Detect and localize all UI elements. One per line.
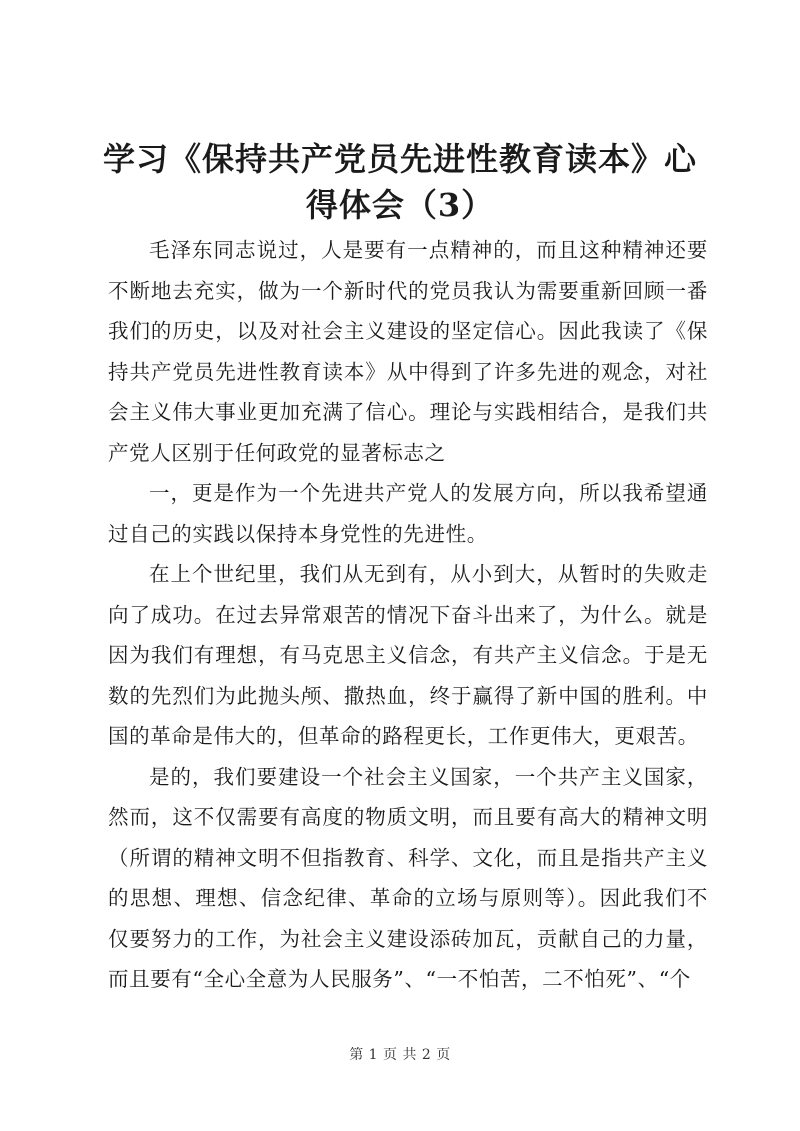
page-number-footer: 第 1 页 共 2 页 bbox=[349, 1047, 451, 1063]
document-title: 学习《保持共产党员先进性教育读本》心得体会（3） bbox=[102, 140, 697, 224]
document-body bbox=[108, 230, 708, 1000]
paragraph: 一，更是作为一个先进共产党人的发展方向，所以我希望通过自己的实践以保持本身党性的先进性。 bbox=[108, 481, 708, 546]
paragraph: 毛泽东同志说过，人是要有一点精神的，而且这种精神还要不断地去充实，做为一个新时代的党员我认为需要重新回顾一番我们的历史，以及对社会主义建设的坚定信心。因此我读了《保持共产党员先进性教育读本》从中得到了许多先进的观念，对社会主义伟大事业更加充满了信心。理论与实践相结合，是我们共产党人区别于任何政党的显著标志之 bbox=[108, 238, 708, 465]
paragraph: 是的，我们要建设一个社会主义国家，一个共产主义国家，然而，这不仅需要有高度的物质文明，而且要有高大的精神文明（所谓的精神文明不但指教育、科学、文化，而且是指共产主义的思想、理想、信念纪律、革命的立场与原则等）。因此我们不仅要努力的工作，为社会主义建设添砖加瓦，贡献自己的力量，而且要有“全心全意为人民服务”、“一不怕苦，二不怕死”、“个 bbox=[108, 764, 708, 991]
paragraph: 在上个世纪里，我们从无到有，从小到大，从暂时的失败走向了成功。在过去异常艰苦的情况下奋斗出来了，为什么。就是因为我们有理想，有马克思主义信念，有共产主义信念。于是无数的先烈们为此抛头颅、撒热血，终于赢得了新中国的胜利。中国的革命是伟大的，但革命的路程更长，工作更伟大，更艰苦。 bbox=[108, 562, 708, 748]
